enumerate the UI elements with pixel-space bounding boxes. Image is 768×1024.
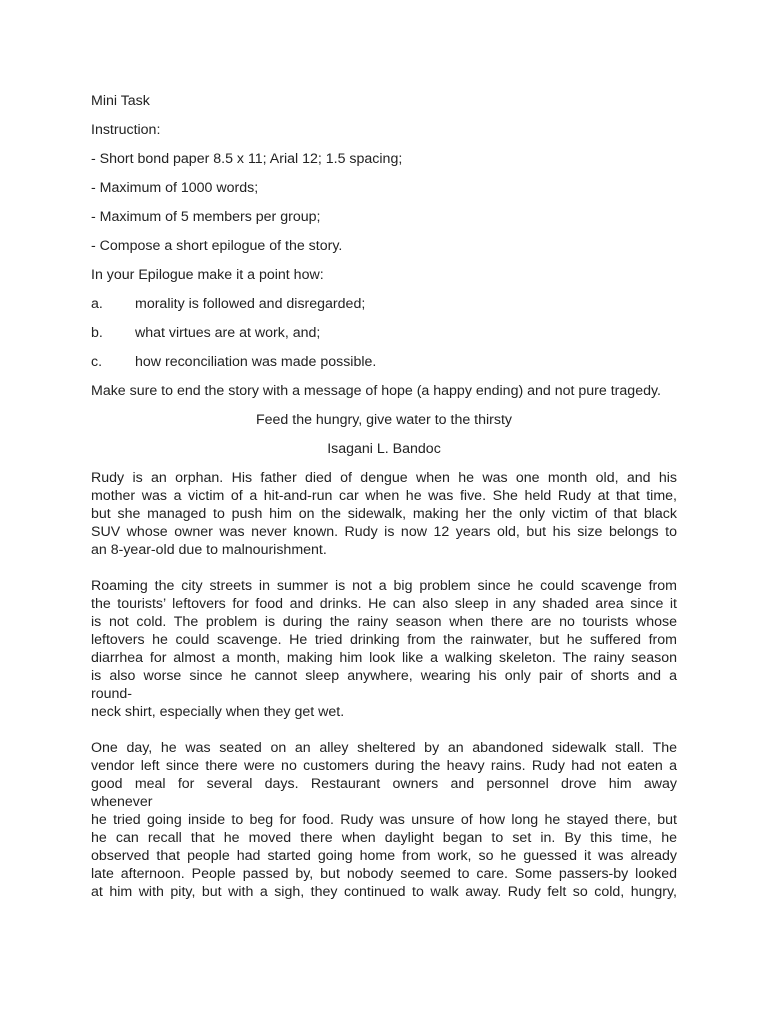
paragraph-spacer xyxy=(91,559,677,577)
document-content xyxy=(91,92,677,901)
document-title: Mini Task xyxy=(91,93,150,109)
requirement-item: - Compose a short epilogue of the story. xyxy=(91,238,343,254)
story-line: round- xyxy=(91,686,133,702)
story-line: Roaming the city streets in summer is not a big problem since he could scavenge from xyxy=(91,578,677,594)
closing-instruction: Make sure to end the story with a message of hope (a happy ending) and not pure tragedy. xyxy=(91,383,661,399)
story-line: is not cold. The problem is during the rainy season when there are no tourists whose xyxy=(91,614,677,630)
story-line: mother was a victim of a hit-and-run car when he was five. She held Rudy at that time, xyxy=(91,488,677,504)
story-line: vendor left since there were no customers during the heavy rains. Rudy had not eaten a xyxy=(91,758,677,774)
story-line: leftovers he could scavenge. He tried drinking from the rainwater, but he suffered from xyxy=(91,632,677,648)
requirement-item: - Maximum of 5 members per group; xyxy=(91,209,321,225)
story-line: at him with pity, but with a sigh, they continued to walk away. Rudy felt so cold, hungry, xyxy=(91,884,677,900)
paragraph-spacer xyxy=(91,721,677,739)
point-text: how reconciliation was made possible. xyxy=(135,354,377,370)
story-line: observed that people had started going home from work, so he guessed it was already xyxy=(91,848,677,864)
story-line: good meal for several days. Restaurant owners and personnel drove him away xyxy=(91,776,677,792)
story-line: One day, he was seated on an alley sheltered by an abandoned sidewalk stall. The xyxy=(91,740,677,756)
point-letter: b. xyxy=(91,325,103,341)
point-letter: c. xyxy=(91,354,103,370)
story-line: late afternoon. People passed by, but nobody seemed to care. Some passers-by looked xyxy=(91,866,677,882)
story-line: is also worse since he cannot sleep anywhere, wearing his only pair of shorts and a xyxy=(91,668,677,684)
story-line: whenever xyxy=(91,794,153,810)
story-line: he tried going inside to beg for food. Rudy was unsure of how long he stayed there, but xyxy=(91,812,677,828)
requirement-item: - Short bond paper 8.5 x 11; Arial 12; 1.5 spacing; xyxy=(91,151,403,167)
instruction-label: Instruction: xyxy=(91,122,161,138)
epilogue-point xyxy=(91,324,677,343)
story-line: neck shirt, especially when they get wet. xyxy=(91,704,345,720)
point-text: morality is followed and disregarded; xyxy=(135,296,366,312)
epilogue-points-list xyxy=(91,295,677,372)
requirements-list xyxy=(91,150,677,256)
story-author: Isagani L. Bandoc xyxy=(327,441,441,457)
story-line: diarrhea for almost a month, making him look like a walking skeleton. The rainy season xyxy=(91,650,677,666)
story-paragraph xyxy=(91,739,677,901)
story-body xyxy=(91,469,677,901)
epilogue-point xyxy=(91,353,677,372)
epilogue-intro: In your Epilogue make it a point how: xyxy=(91,267,324,283)
requirement-item: - Maximum of 1000 words; xyxy=(91,180,259,196)
story-line: an 8-year-old due to malnourishment. xyxy=(91,542,327,558)
point-letter: a. xyxy=(91,296,103,312)
story-line: but she managed to push him on the sidewalk, making her the only victim of that black xyxy=(91,506,677,522)
story-line: SUV whose owner was never known. Rudy is now 12 years old, but his size belongs to xyxy=(91,524,677,540)
story-line: he can recall that he moved there when daylight began to set in. By this time, he xyxy=(91,830,677,846)
story-paragraph xyxy=(91,469,677,559)
story-paragraph xyxy=(91,577,677,721)
story-title: Feed the hungry, give water to the thirsty xyxy=(255,412,513,428)
story-line: Rudy is an orphan. His father died of dengue when he was one month old, and his xyxy=(91,470,677,486)
point-text: what virtues are at work, and; xyxy=(135,325,321,341)
epilogue-point xyxy=(91,295,677,314)
story-line: the tourists’ leftovers for food and drinks. He can also sleep in any shaded area since it xyxy=(91,596,677,612)
